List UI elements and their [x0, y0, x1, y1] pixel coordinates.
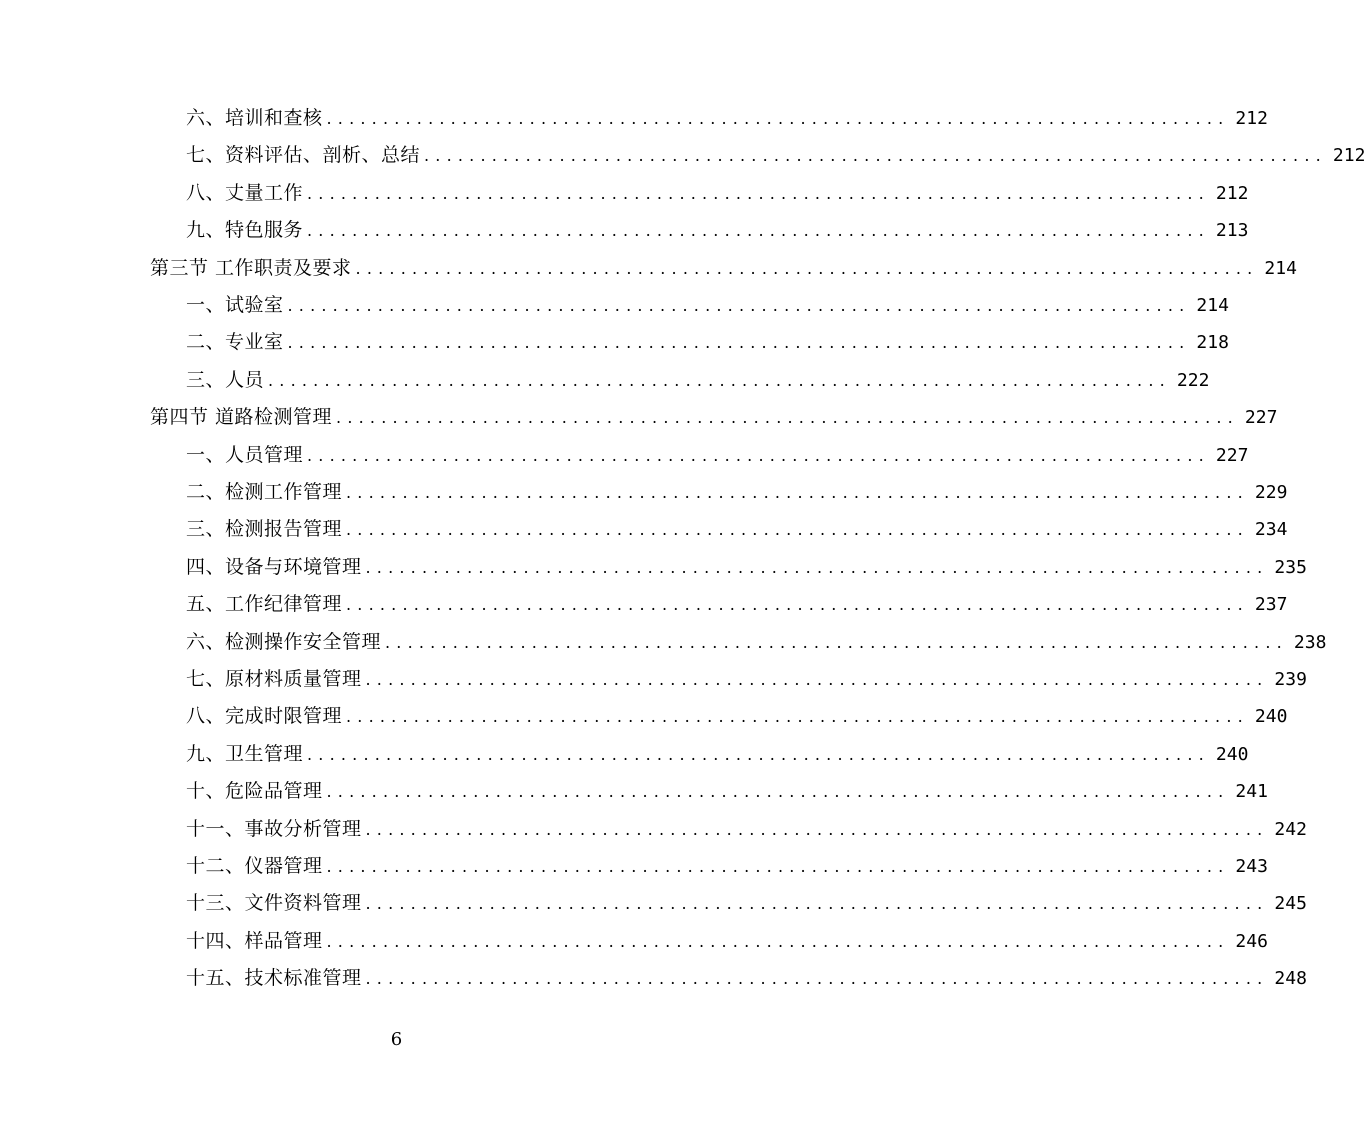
- toc-leader-dots: ................................................................................: [326, 931, 1230, 951]
- toc-page-number: 246: [1235, 930, 1268, 952]
- toc-page-number: 245: [1274, 893, 1307, 915]
- toc-page-number: 241: [1235, 781, 1268, 803]
- toc-leader-dots: ................................................................................: [326, 857, 1230, 876]
- toc-entry-title: 九、特色服务: [186, 219, 304, 242]
- toc-page-number: 227: [1244, 407, 1278, 429]
- toc-entry-title: 第三节 工作职责及要求: [150, 256, 352, 279]
- toc-page-number: 212: [1235, 108, 1268, 129]
- toc-entry[interactable]: [186, 137, 1365, 174]
- toc-entry[interactable]: [186, 287, 1229, 324]
- toc-page-number: 212: [1332, 145, 1365, 167]
- toc-page-number: 240: [1215, 743, 1249, 765]
- toc-entry-title: 十二、仪器管理: [186, 855, 323, 877]
- toc-entry[interactable]: [186, 811, 1307, 848]
- toc-entry-title: 二、专业室: [186, 331, 284, 354]
- toc-leader-dots: ................................................................................: [287, 333, 1191, 353]
- toc-leader-dots: ................................................................................: [365, 819, 1269, 839]
- toc-page-number: 222: [1176, 369, 1210, 391]
- toc-entry[interactable]: [186, 624, 1327, 661]
- toc-entry[interactable]: [186, 773, 1268, 810]
- toc-entry-title: 一、试验室: [186, 294, 284, 316]
- toc-page-number: 238: [1293, 631, 1327, 653]
- toc-page-number: 235: [1274, 556, 1307, 578]
- toc-leader-dots: ................................................................................: [346, 483, 1249, 502]
- toc-page-number: 242: [1274, 818, 1307, 840]
- toc-leader-dots: ................................................................................: [336, 408, 1239, 428]
- toc-entry-title: 三、检测报告管理: [186, 518, 343, 541]
- toc-leader-dots: ................................................................................: [326, 782, 1230, 802]
- toc-leader-dots: ................................................................................: [268, 370, 1171, 390]
- toc-leader-dots: ................................................................................: [346, 707, 1249, 727]
- toc-leader-dots: ................................................................................: [365, 894, 1269, 914]
- toc-entry-title: 九、卫生管理: [186, 742, 304, 765]
- toc-entry[interactable]: [186, 848, 1268, 885]
- toc-entry-title: 七、资料评估、剖析、总结: [186, 144, 421, 167]
- toc-page-number: 214: [1264, 257, 1297, 279]
- toc-leader-dots: ................................................................................: [385, 632, 1288, 652]
- toc-page-number: 218: [1196, 332, 1229, 354]
- toc-entry[interactable]: [186, 885, 1307, 922]
- toc-entry-title: 十三、文件资料管理: [186, 892, 362, 915]
- toc-entry[interactable]: [186, 736, 1249, 773]
- toc-leader-dots: ................................................................................: [424, 146, 1327, 166]
- toc-entry[interactable]: [186, 437, 1249, 474]
- toc-entry[interactable]: [186, 100, 1268, 137]
- toc-page-number: 234: [1254, 519, 1288, 541]
- toc-leader-dots: ................................................................................: [365, 557, 1269, 577]
- toc-entry-title: 六、检测操作安全管理: [186, 630, 382, 653]
- toc-page-number: 227: [1215, 444, 1249, 466]
- toc-leader-dots: ................................................................................: [307, 183, 1210, 203]
- toc-entry-title: 十五、技术标准管理: [186, 967, 362, 990]
- page-number: 6: [390, 1029, 403, 1050]
- toc-entry-title: 五、工作纪律管理: [186, 593, 343, 616]
- toc-page-number: 213: [1215, 220, 1249, 242]
- toc-leader-dots: ................................................................................: [307, 221, 1210, 241]
- toc-leader-dots: ................................................................................: [307, 445, 1210, 465]
- toc-entry-title: 一、人员管理: [186, 443, 304, 466]
- toc-leader-dots: ................................................................................: [326, 109, 1230, 128]
- toc-page-number: 212: [1215, 182, 1249, 204]
- toc-page-number: 240: [1254, 706, 1288, 728]
- toc-entry[interactable]: [186, 661, 1307, 698]
- toc-entry-title: 四、设备与环境管理: [186, 555, 362, 578]
- toc-page-number: 248: [1274, 968, 1307, 990]
- toc-entry[interactable]: [186, 175, 1249, 212]
- toc-entry[interactable]: [186, 474, 1288, 511]
- toc-leader-dots: ................................................................................: [307, 744, 1210, 764]
- toc-entry[interactable]: [186, 212, 1249, 249]
- toc-section-entry[interactable]: [150, 399, 1278, 436]
- toc-page-number: 239: [1274, 669, 1307, 690]
- toc-entry-title: 六、培训和查核: [186, 107, 323, 129]
- toc-page-number: 229: [1254, 482, 1288, 503]
- toc-entry-title: 三、人员: [186, 368, 265, 391]
- toc-leader-dots: ................................................................................: [365, 670, 1269, 689]
- toc-entry-title: 十四、样品管理: [186, 929, 323, 952]
- toc-entry[interactable]: [186, 960, 1307, 997]
- toc-entry-title: 二、检测工作管理: [186, 481, 343, 503]
- toc-page-number: 214: [1196, 295, 1229, 316]
- toc-page-number: 243: [1235, 856, 1268, 877]
- toc-leader-dots: ................................................................................: [365, 969, 1269, 989]
- toc-entry[interactable]: [186, 362, 1210, 399]
- toc-entry[interactable]: [186, 324, 1229, 361]
- toc-entry[interactable]: [186, 586, 1288, 623]
- toc-leader-dots: ................................................................................: [355, 258, 1259, 278]
- toc-entry[interactable]: [186, 511, 1288, 548]
- toc-entry-title: 第四节 道路检测管理: [150, 406, 333, 429]
- toc-leader-dots: ................................................................................: [287, 296, 1191, 315]
- toc-leader-dots: ................................................................................: [346, 595, 1249, 615]
- toc-entry-title: 八、完成时限管理: [186, 705, 343, 728]
- toc-entry[interactable]: [186, 923, 1268, 960]
- toc-entry-title: 十、危险品管理: [186, 780, 323, 803]
- toc-entry-title: 十一、事故分析管理: [186, 817, 362, 840]
- toc-section-entry[interactable]: [150, 250, 1297, 287]
- toc-page-number: 237: [1254, 594, 1288, 616]
- toc-entry-title: 七、原材料质量管理: [186, 668, 362, 690]
- toc-entry[interactable]: [186, 549, 1307, 586]
- toc-leader-dots: ................................................................................: [346, 520, 1249, 540]
- toc-entry-title: 八、丈量工作: [186, 181, 304, 204]
- toc-entry[interactable]: [186, 698, 1288, 735]
